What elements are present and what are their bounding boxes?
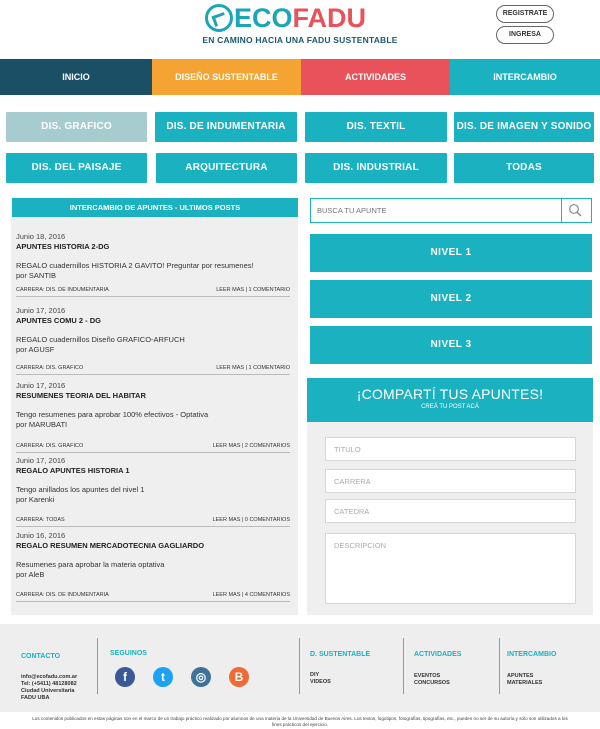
- instagram-icon[interactable]: ◎: [191, 667, 211, 687]
- post-body: Resumenes para aprobar la materia optativa: [16, 560, 165, 569]
- post-read-more[interactable]: LEER MAS | 1 COMENTARIO: [216, 287, 290, 293]
- category-arquitectura[interactable]: ARQUITECTURA: [156, 153, 297, 183]
- list-item[interactable]: [16, 381, 290, 453]
- post-title[interactable]: RESUMENES TEORIA DEL HABITAR: [16, 391, 146, 400]
- category-dis-imagen-sonido[interactable]: DIS. DE IMAGEN Y SONIDO: [454, 112, 594, 142]
- post-category: CARRERA: DIS. DE INDUMENTARIA: [16, 592, 109, 598]
- posts-panel-title: INTERCAMBIO DE APUNTES - ULTIMOS POSTS: [12, 198, 298, 217]
- post-body: Tengo resumenes para aprobar 100% efectivos - Optativa: [16, 410, 209, 419]
- post-read-more[interactable]: LEER MAS | 0 COMENTARIOS: [212, 517, 290, 523]
- post-date: Junio 16, 2016: [16, 531, 66, 540]
- share-header: [307, 378, 593, 422]
- post-date: Junio 18, 2016: [16, 232, 66, 241]
- post-author: por SANTIB: [16, 271, 57, 280]
- level-1-button[interactable]: NIVEL 1: [310, 234, 592, 272]
- post-author: por AGUSF: [16, 345, 55, 354]
- level-2-button[interactable]: NIVEL 2: [310, 280, 592, 318]
- post-title[interactable]: REGALO RESUMEN MERCADOTECNIA GAGLIARDO: [16, 541, 205, 550]
- search-box: [310, 198, 592, 223]
- footer-inter-links: [507, 673, 542, 687]
- post-meta: [16, 517, 290, 527]
- footer-contact-info: [21, 674, 77, 702]
- footer-link-apuntes[interactable]: APUNTES: [507, 673, 534, 679]
- category-dis-grafico[interactable]: DIS. GRAFICO: [6, 112, 147, 142]
- facebook-icon[interactable]: f: [115, 667, 135, 687]
- footer-link-materiales[interactable]: MATERIALES: [507, 680, 543, 686]
- post-title[interactable]: APUNTES COMU 2 - DG: [16, 316, 102, 325]
- footer-link-eventos[interactable]: EVENTOS: [414, 673, 441, 679]
- post-title[interactable]: APUNTES HISTORIA 2-DG: [16, 242, 110, 251]
- post-author: por Karenki: [16, 495, 55, 504]
- recycle-logo-icon: [205, 4, 233, 32]
- footer-act-heading: ACTIVIDADES: [414, 651, 462, 658]
- category-todas[interactable]: TODAS: [454, 153, 594, 183]
- list-item[interactable]: [16, 306, 290, 375]
- contact-email[interactable]: info@ecofadu.com.ar: [21, 674, 78, 680]
- category-dis-industrial[interactable]: DIS. INDUSTRIAL: [305, 153, 447, 183]
- title-field[interactable]: TITULO: [325, 437, 576, 461]
- footer-divider: [499, 638, 500, 694]
- post-date: Junio 17, 2016: [16, 381, 66, 390]
- post-read-more[interactable]: LEER MAS | 1 COMENTARIO: [216, 365, 290, 371]
- footer-contact-heading: CONTACTO: [21, 653, 61, 660]
- post-body: REGALO cuadernillos HISTORIA 2 GAVITO! Preguntar por resumenes!: [16, 261, 254, 270]
- search-icon[interactable]: [568, 203, 582, 217]
- footer-act-links: [414, 673, 450, 687]
- post-date: Junio 17, 2016: [16, 456, 66, 465]
- post-author: por AleB: [16, 570, 45, 579]
- tagline: EN CAMINO HACIA UNA FADU SUSTENTABLE: [202, 35, 398, 45]
- nav-diseno-sustentable[interactable]: DISEÑO SUSTENTABLE: [152, 59, 301, 95]
- post-read-more[interactable]: LEER MAS | 4 COMENTARIOS: [212, 592, 290, 598]
- post-meta: [16, 365, 290, 375]
- search-divider: [561, 199, 562, 222]
- list-item[interactable]: [16, 456, 290, 527]
- footer-sust-heading: D. SUSTENTABLE: [310, 651, 371, 658]
- logo-eco: ECO: [234, 2, 293, 33]
- footer: [0, 624, 600, 712]
- register-button[interactable]: REGISTRATE: [496, 5, 554, 23]
- category-dis-indumentaria[interactable]: DIS. DE INDUMENTARIA: [155, 112, 297, 142]
- list-item[interactable]: [16, 531, 290, 602]
- share-subtitle: CREÁ TU POST ACÁ: [421, 404, 479, 410]
- footer-divider: [403, 638, 404, 694]
- post-category: CARRERA: TODAS: [16, 517, 65, 523]
- chair-field[interactable]: CATEDRA: [325, 499, 576, 523]
- footer-link-diy[interactable]: DIY: [310, 672, 320, 678]
- blogger-icon[interactable]: B: [229, 667, 249, 687]
- post-body: REGALO cuadernillos Diseño GRAFICO-ARFUCH: [16, 335, 185, 344]
- career-field[interactable]: CARRERA: [325, 469, 576, 493]
- contact-phone: Tel: (+5411) 48128082: [21, 681, 77, 687]
- description-field[interactable]: DESCRIPCION: [325, 533, 576, 604]
- post-date: Junio 17, 2016: [16, 306, 66, 315]
- post-meta: [16, 287, 290, 297]
- footer-inter-heading: INTERCAMBIO: [507, 651, 557, 658]
- category-dis-textil[interactable]: DIS. TEXTIL: [305, 112, 447, 142]
- category-dis-paisaje[interactable]: DIS. DEL PAISAJE: [6, 153, 147, 183]
- contact-place: Ciudad Universitaria: [21, 688, 75, 694]
- logo[interactable]: [205, 2, 400, 34]
- list-item[interactable]: [16, 232, 290, 297]
- share-title: ¡COMPARTÍ TUS APUNTES!: [356, 386, 544, 402]
- footer-divider: [97, 638, 98, 694]
- twitter-icon[interactable]: t: [153, 667, 173, 687]
- search-input[interactable]: [317, 199, 557, 222]
- post-meta: [16, 592, 290, 602]
- post-author: por MARUBATI: [16, 420, 68, 429]
- footer-link-concursos[interactable]: CONCURSOS: [414, 680, 450, 686]
- footer-sust-links: [310, 672, 331, 686]
- post-category: CARRERA: DIS. GRAFICO: [16, 443, 84, 449]
- post-body: Tengo anillados los apuntes del nivel 1: [16, 485, 145, 494]
- post-read-more[interactable]: LEER MAS | 2 COMENTARIOS: [212, 443, 290, 449]
- level-3-button[interactable]: NIVEL 3: [310, 326, 592, 364]
- contact-faculty: FADU UBA: [21, 695, 50, 701]
- post-title[interactable]: REGALO APUNTES HISTORIA 1: [16, 466, 130, 475]
- footer-divider: [299, 638, 300, 694]
- post-meta: [16, 443, 290, 453]
- login-button[interactable]: INGRESA: [496, 26, 554, 44]
- nav-intercambio[interactable]: INTERCAMBIO: [450, 59, 600, 95]
- post-category: CARRERA: DIS. DE INDUMENTARIA: [16, 287, 109, 293]
- nav-inicio[interactable]: INICIO: [0, 59, 152, 95]
- nav-actividades[interactable]: ACTIVIDADES: [301, 59, 450, 95]
- post-category: CARRERA: DIS. GRAFICO: [16, 365, 84, 371]
- disclaimer: Los contenidos publicados en estas páginas son en el marco de un trabajo práctico realizado por alumnos de una materia de la Universidad de Buenos Aires. Los textos, logotipos, fotografías, tipografías, etc., pueden no ser de su autoría y sólo son utilizados a los fines prácticos del ejercicio.: [32, 716, 568, 727]
- logo-fadu: FADU: [292, 2, 367, 33]
- footer-follow-heading: SEGUINOS: [110, 650, 147, 657]
- footer-link-videos[interactable]: VIDEOS: [310, 679, 331, 685]
